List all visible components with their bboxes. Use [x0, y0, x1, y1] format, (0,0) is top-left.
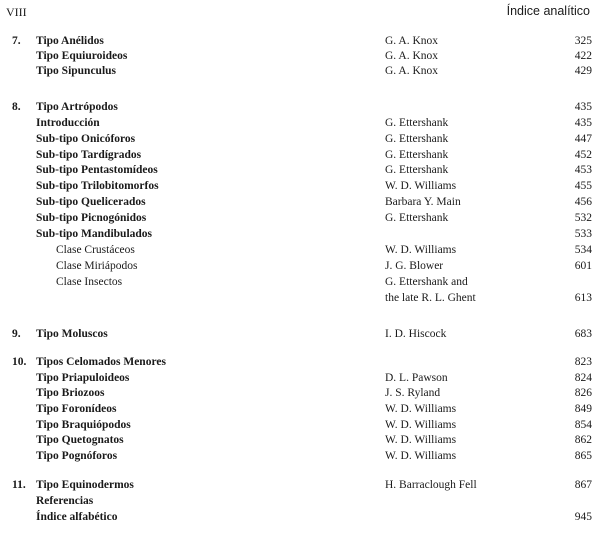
toc-entry-author: G. A. Knox: [385, 65, 439, 77]
toc-entry-author: G. Ettershank: [385, 117, 449, 129]
toc-entry-page: 534: [574, 244, 592, 256]
toc-entry: [0, 493, 600, 509]
toc-entry-author: D. L. Pawson: [385, 372, 448, 384]
toc-entry-title: Sub-tipo Onicóforos: [36, 133, 136, 145]
toc-entry-page: 683: [574, 328, 592, 340]
toc-entry-page: 601: [574, 260, 592, 272]
toc-entry-author: G. Ettershank and: [385, 276, 468, 288]
toc-entry-page: 826: [574, 387, 592, 399]
toc-entry-title: Tipo Equiuroideos: [36, 50, 128, 62]
toc-entry: [0, 162, 600, 178]
toc-entry-page: 429: [574, 65, 592, 77]
toc-entry: [0, 385, 600, 401]
toc-entry-title: Tipo Braquiópodos: [36, 419, 131, 431]
toc-entry-page: 447: [574, 133, 592, 145]
toc-entry: [0, 226, 600, 242]
toc-entry-page: 422: [574, 50, 592, 62]
toc-entry-title: Tipo Anélidos: [36, 35, 104, 47]
page-number-roman: VIII: [6, 5, 27, 19]
toc-entry-author: W. D. Williams: [385, 244, 457, 256]
toc-entry-author: the late R. L. Ghent: [385, 292, 476, 304]
toc-entry-author: J. S. Ryland: [385, 387, 441, 399]
toc-entry-author: G. Ettershank: [385, 133, 449, 145]
toc-entry-author: G. Ettershank: [385, 149, 449, 161]
toc-entry-author: W. D. Williams: [385, 450, 457, 462]
toc-entry: [0, 178, 600, 194]
toc-entry-page: 865: [574, 450, 592, 462]
toc-entry: [0, 242, 600, 258]
toc-entry-page: 854: [574, 419, 592, 431]
toc-entry-title: Tipos Celomados Menores: [36, 356, 166, 368]
toc-entry-author: W. D. Williams: [385, 434, 457, 446]
toc-entry-page: 613: [574, 292, 592, 304]
toc-entry-page: 533: [574, 228, 592, 240]
toc-entry: [0, 274, 600, 290]
toc-entry-title: Clase Crustáceos: [56, 244, 135, 256]
toc-entry: [0, 48, 600, 64]
toc-entry-page: 455: [574, 180, 592, 192]
toc-entry-page: 867: [574, 479, 592, 491]
toc-entry: [0, 477, 600, 493]
toc-entry-page: 435: [574, 101, 592, 113]
toc-entry-author: W. D. Williams: [385, 403, 457, 415]
toc-entry-page: 325: [574, 35, 592, 47]
toc-entry-title: Tipo Foronídeos: [36, 403, 117, 415]
toc-entry-number: 8.: [12, 101, 21, 113]
toc-entry-title: Tipo Equinodermos: [36, 479, 134, 491]
toc-entry: [0, 509, 600, 525]
toc-entry-page: 945: [574, 511, 592, 523]
toc-entry-page: 823: [574, 356, 592, 368]
toc-entry: [0, 401, 600, 417]
toc-entry-page: 453: [574, 164, 592, 176]
toc-entry-title: Sub-tipo Trilobitomorfos: [36, 180, 159, 192]
toc-entry-author: G. Ettershank: [385, 212, 449, 224]
toc-entry-page: 452: [574, 149, 592, 161]
toc-entry-title: Sub-tipo Quelicerados: [36, 196, 146, 208]
toc-entry-title: Tipo Sipunculus: [36, 65, 117, 77]
toc-entry-title: Introducción: [36, 117, 100, 129]
toc-entry: [0, 417, 600, 433]
toc-entry-title: Tipo Quetognatos: [36, 434, 124, 446]
toc-entry-page: 824: [574, 372, 592, 384]
toc-entry-page: 435: [574, 117, 592, 129]
toc-entry-title: Sub-tipo Pentastomídeos: [36, 164, 158, 176]
toc-entry-author: J. G. Blower: [385, 260, 444, 272]
toc-entry-title: Sub-tipo Picnogónidos: [36, 212, 147, 224]
toc-entry: [0, 290, 600, 306]
toc-entry-author: I. D. Hiscock: [385, 328, 447, 340]
toc-entry-number: 7.: [12, 35, 21, 47]
toc-entry-title: Tipo Priapuloideos: [36, 372, 130, 384]
toc-entry: [0, 448, 600, 464]
toc-entry-number: 9.: [12, 328, 21, 340]
toc-entry: [0, 131, 600, 147]
toc-entry: [0, 432, 600, 448]
toc-entry: [0, 258, 600, 274]
toc-entry: [0, 147, 600, 163]
toc-entry: [0, 326, 600, 342]
toc-entry-number: 11.: [12, 479, 26, 491]
toc-entry-title: Índice alfabético: [36, 511, 118, 523]
toc-entry: [0, 33, 600, 49]
toc-entry-title: Clase Miriápodos: [56, 260, 138, 272]
toc-entry: [0, 115, 600, 131]
toc-entry: [0, 194, 600, 210]
toc-entry-author: W. D. Williams: [385, 419, 457, 431]
toc-entry-title: Sub-tipo Tardígrados: [36, 149, 142, 161]
toc-entry-author: G. Ettershank: [385, 164, 449, 176]
toc-entry-title: Referencias: [36, 495, 94, 507]
toc-entry: [0, 370, 600, 386]
toc-entry-author: G. A. Knox: [385, 50, 439, 62]
toc-entry-page: 849: [574, 403, 592, 415]
toc-entry-author: Barbara Y. Main: [385, 196, 461, 208]
toc-entry-title: Tipo Artrópodos: [36, 101, 118, 113]
toc-entry: [0, 63, 600, 79]
toc-entry: [0, 210, 600, 226]
toc-entry-title: Tipo Pognóforos: [36, 450, 118, 462]
toc-entry-page: 532: [574, 212, 592, 224]
toc-entry-page: 862: [574, 434, 592, 446]
toc-entry-author: W. D. Williams: [385, 180, 457, 192]
toc-entry: [0, 354, 600, 370]
toc-entry-title: Sub-tipo Mandibulados: [36, 228, 153, 240]
toc-entry-title: Tipo Moluscos: [36, 328, 108, 340]
toc-entry-author: G. A. Knox: [385, 35, 439, 47]
toc-entry-number: 10.: [12, 356, 27, 368]
toc-entry-author: H. Barraclough Fell: [385, 479, 477, 491]
toc-entry-title: Clase Insectos: [56, 276, 123, 288]
toc-entry-title: Tipo Briozoos: [36, 387, 105, 399]
toc-entry-page: 456: [574, 196, 592, 208]
running-header-title: Índice analítico: [506, 4, 590, 18]
toc-entry: [0, 99, 600, 115]
